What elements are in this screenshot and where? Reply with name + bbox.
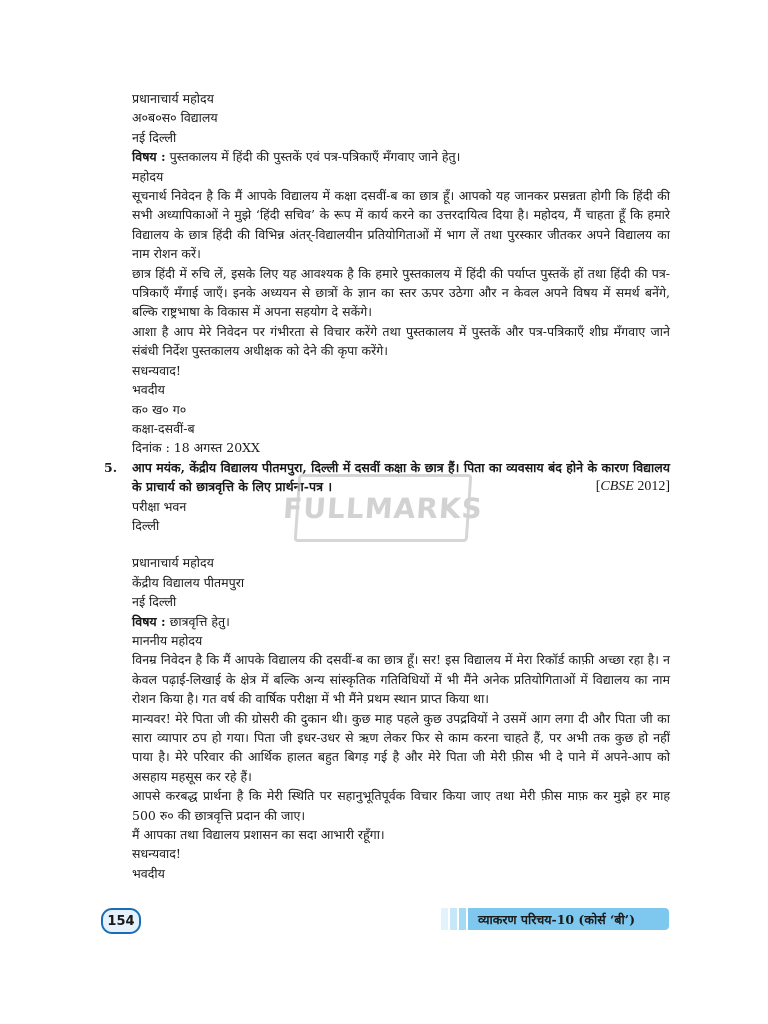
exam-citation bbox=[596, 477, 670, 496]
stripe bbox=[450, 908, 457, 930]
letter2-from-line1: परीक्षा भवन bbox=[132, 498, 187, 514]
question-number: 5. bbox=[104, 459, 118, 475]
footer-title-bar bbox=[441, 908, 669, 930]
subject-label: विषय : bbox=[132, 613, 166, 629]
letter1-address-line2: अ०ब०स० विद्यालय bbox=[132, 110, 218, 126]
subject-text: छात्रवृत्ति हेतु। bbox=[165, 613, 230, 629]
letter1-paragraph-2: छात्र हिंदी में रुचि लें, इसके लिए यह आवश्यक है कि हमारे पुस्तकालय में हिंदी की पर्याप्त पुस्तकें हों तथा हिंदी की पत्र-पत्रिकाएँ मँगाई जाएँ। इनके अध्ययन से छात्रों के ज्ञान का स्तर ऊपर उठेगा और न केवल अपने विषय में समर्थ बनेंगे, बल्कि राष्ट्रभाषा के विकास में अपना सहयोग दे सकेंगे। bbox=[132, 265, 670, 320]
letter1-paragraph-3: आशा है आप मेरे निवेदन पर गंभीरता से विचार करेंगे तथा पुस्तकालय में पुस्तकें और पत्र-पत्रिकाएँ शीघ्र मँगवाए जाने संबंधी निर्देश पुस्तकालय अधीक्षक को देने की कृपा करेंगे। bbox=[132, 323, 670, 359]
letter2-paragraph-3: आपसे करबद्ध प्रार्थना है कि मेरी स्थिति पर सहानुभूतिपूर्वक विचार किया जाए तथा मेरी फ़ीस माफ़ कर मुझे हर माह 500 रु० की छात्रवृत्ति प्रदान की जाए। bbox=[132, 788, 670, 823]
letter2-from-line2: दिल्ली bbox=[132, 517, 160, 533]
letter2-paragraph-1: विनम्र निवेदन है कि मैं आपके विद्यालय की दसवीं-ब का छात्र हूँ। सर! इस विद्यालय में मेरा रिकॉर्ड काफ़ी अच्छा रहा है। न केवल पढ़ाई-लिखाई के क्षेत्र में बल्कि अन्य सांस्कृतिक गतिविधियों में भी मैंने अनेक प्रतियोगिताओं में विद्यालय का नाम रोशन किया है। गत वर्ष की वार्षिक परीक्षा में भी मैंने प्रथम स्थान प्राप्त किया था। bbox=[132, 652, 670, 707]
letter2-subject bbox=[132, 612, 670, 631]
citation-open: [ bbox=[595, 479, 601, 495]
letter1-sender-class: कक्षा-दसवीं-ब bbox=[132, 420, 195, 436]
question-prompt: आप मयंक, केंद्रीय विद्यालय पीतमपुरा, दिल्ली में दसवीं कक्षा के छात्र हैं। पिता का व्यवसाय बंद होने के कारण विद्यालय के प्राचार्य को छात्रवृत्ति के लिए प्रार्थना-पत्र । bbox=[132, 459, 670, 495]
stripe bbox=[441, 908, 448, 930]
book-title: व्याकरण परिचय-10 (कोर्स ‘बी’) bbox=[468, 908, 669, 930]
subject-text: पुस्तकालय में हिंदी की पुस्तकें एवं पत्र-पत्रिकाएँ मँगवाए जाने हेतु। bbox=[165, 149, 461, 165]
page-number-badge: 154 bbox=[101, 908, 141, 934]
stripe bbox=[459, 908, 466, 930]
letter1-salutation: महोदय bbox=[132, 168, 164, 184]
letter2-address-line3: नई दिल्ली bbox=[132, 594, 177, 610]
publisher-watermark: FULLMARKS bbox=[294, 474, 473, 542]
letter2-paragraph-4: मैं आपका तथा विद्यालय प्रशासन का सदा आभारी रहूँगा। bbox=[132, 827, 385, 843]
letter2-closing: भवदीय bbox=[132, 865, 165, 881]
letter2-paragraph-2: मान्यवर! मेरे पिता जी की ग्रोसरी की दुकान थी। कुछ माह पहले कुछ उपद्रवियों ने उसमें आग लगा दी और पिता जी का सारा व्यापार ठप हो गया। पिता जी इधर-उधर से ऋण लेकर फिर से काम करना चाहते हैं, पर अभी तक कुछ हो नहीं पाया है। मेरे परिवार की आर्थिक हालत बहुत बिगड़ गई है और मेरे पिता जी मेरी फ़ीस भी दे पाने में अपने-आप को असहाय महसूस कर रहे हैं। bbox=[132, 710, 670, 784]
citation-source: CBSE bbox=[600, 479, 634, 495]
letter2-salutation: माननीय महोदय bbox=[132, 632, 203, 648]
citation-year: 2012] bbox=[633, 479, 670, 495]
letter1-date: दिनांक : 18 अगस्त 20XX bbox=[132, 440, 260, 456]
footer-decorative-stripes bbox=[441, 908, 468, 930]
letter2-address-line2: केंद्रीय विद्यालय पीतमपुरा bbox=[132, 574, 245, 590]
letter2-thanks: सधन्यवाद! bbox=[132, 846, 181, 862]
letter1-paragraph-1: सूचनार्थ निवेदन है कि मैं आपके विद्यालय में कक्षा दसवीं-ब का छात्र हूँ। आपको यह जानकर प्रसन्नता होगी कि हिंदी की सभी अध्यापिकाओं ने मुझे ‘हिंदी सचिव’ के रूप में कार्य करने का उत्तरदायित्व दिया है। महोदय, मैं चाहता हूँ कि हमारे विद्यालय के छात्र हिंदी की विभिन्न अंतर्-विद्यालयीन प्रतियोगिताओं में भाग लें तथा पुरस्कार जीतकर अपने विद्यालय का नाम रोशन करें। bbox=[132, 188, 670, 262]
letter1-address-line3: नई दिल्ली bbox=[132, 129, 177, 145]
subject-label: विषय : bbox=[132, 149, 166, 165]
letter1-address-line1: प्रधानाचार्य महोदय bbox=[132, 91, 214, 106]
letter2-address-line1: प्रधानाचार्य महोदय bbox=[132, 555, 214, 571]
letter1-thanks: सधन्यवाद! bbox=[132, 362, 181, 378]
letter1-closing: भवदीय bbox=[132, 382, 165, 398]
letter1-subject bbox=[132, 147, 670, 166]
letter1-sender-name: क० ख० ग० bbox=[132, 401, 187, 417]
